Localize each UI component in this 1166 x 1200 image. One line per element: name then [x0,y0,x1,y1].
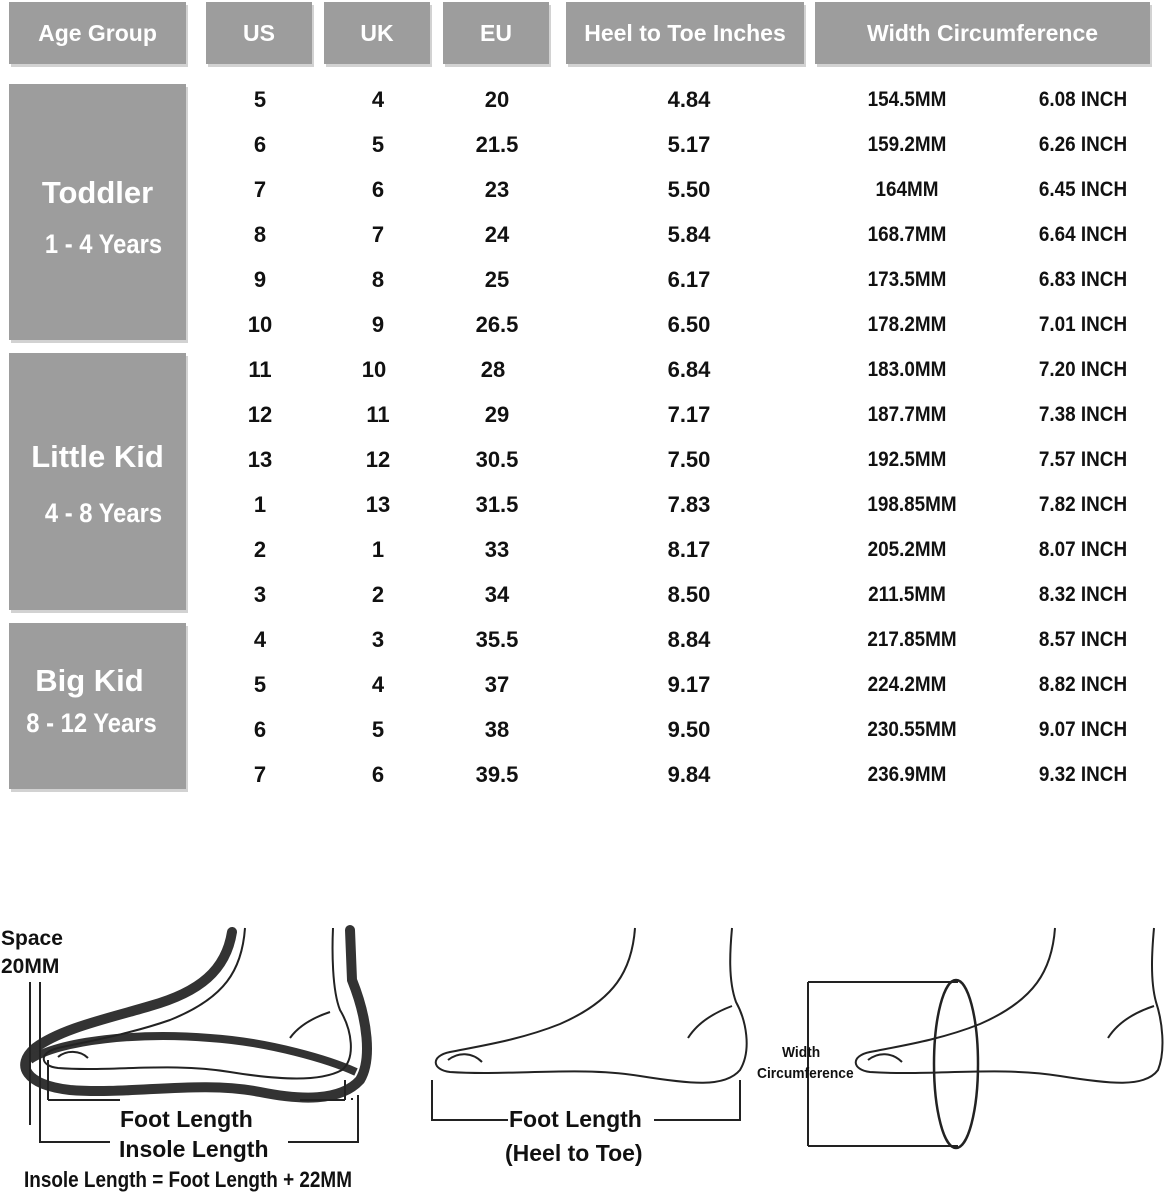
cell-uk: 5 [371,132,385,157]
cell-us: 2 [253,537,267,562]
cell-uk: 11 [366,402,390,427]
foot-length-label-2: Foot Length [509,1106,642,1132]
cell-inch: 6.08 INCH [1038,88,1128,111]
cell-inch: 9.32 INCH [1038,763,1128,786]
cell-eu: 38 [484,717,510,742]
cell-eu: 30.5 [475,447,519,472]
cell-us: 7 [253,177,267,202]
cell-us: 8 [253,222,267,247]
cell-uk: 2 [371,582,385,607]
cell-inches: 5.17 [667,132,711,157]
cell-mm: 224.2MM [867,673,947,696]
cell-eu: 21.5 [475,132,519,157]
insole-outline [25,930,367,1098]
cell-inch: 8.32 INCH [1038,583,1128,606]
group-name: Big Kid [35,663,144,698]
foot-length-label: Foot Length [120,1106,253,1132]
foot-outline [856,928,1163,1083]
cell-mm: 198.85MM [867,493,957,516]
cell-us: 13 [247,447,273,472]
cell-us: 5 [253,672,267,697]
group-little-kid [9,353,186,610]
cell-eu: 28 [480,357,506,382]
cell-mm: 178.2MM [867,313,947,336]
cell-inch: 7.38 INCH [1038,403,1128,426]
header-width-circumference: Width Circumference [815,2,1150,64]
cell-inches: 8.50 [667,582,711,607]
cell-uk: 6 [371,762,385,787]
cell-uk: 12 [365,447,391,472]
formula-label: Insole Length = Foot Length + 22MM [24,1167,352,1192]
cell-inches: 9.84 [667,762,711,787]
heel-to-toe-label: (Heel to Toe) [505,1140,643,1166]
cell-uk: 4 [371,672,385,697]
foot-outline [436,928,747,1083]
cell-mm: 230.55MM [867,718,957,741]
cell-eu: 23 [484,177,510,202]
cell-eu: 35.5 [475,627,519,652]
cell-us: 11 [248,357,272,382]
cell-inches: 7.17 [667,402,711,427]
cell-uk: 6 [371,177,385,202]
cell-mm: 154.5MM [867,88,947,111]
header-eu: EU [443,2,549,64]
cell-mm: 173.5MM [867,268,947,291]
insole-length-label: Insole Length [119,1136,269,1162]
cell-uk: 9 [371,312,385,337]
group-name: Little Kid [31,439,164,474]
cell-uk: 7 [371,222,385,247]
width-label-2: Circumference [757,1065,854,1082]
cell-us: 4 [253,627,267,652]
cell-inch: 6.64 INCH [1038,223,1128,246]
cell-inches: 5.50 [667,177,711,202]
cell-us: 6 [253,132,267,157]
width-label-1: Width [782,1044,821,1061]
cell-inch: 8.82 INCH [1038,673,1128,696]
cell-eu: 37 [484,672,510,697]
cell-inches: 5.84 [667,222,711,247]
cell-eu: 29 [484,402,510,427]
cell-inch: 9.07 INCH [1038,718,1128,741]
cell-inches: 6.17 [667,267,711,292]
header-heel-to-toe: Heel to Toe Inches [566,2,804,64]
cell-inches: 8.17 [667,537,711,562]
cell-eu: 31.5 [475,492,519,517]
cell-eu: 33 [484,537,510,562]
header-uk: UK [324,2,430,64]
cell-us: 6 [253,717,267,742]
cell-inches: 8.84 [667,627,711,652]
cell-uk: 1 [371,537,385,562]
header-us: US [206,2,312,64]
width-diagram [780,920,1166,1200]
cell-us: 1 [253,492,267,517]
cell-uk: 8 [371,267,385,292]
width-ring [934,980,978,1148]
cell-mm: 187.7MM [867,403,947,426]
cell-uk: 4 [371,87,385,112]
cell-us: 5 [253,87,267,112]
cell-uk: 10 [361,357,387,382]
cell-uk: 5 [371,717,385,742]
group-age: 1 - 4 Years [44,229,163,259]
cell-eu: 25 [484,267,510,292]
cell-inch: 7.82 INCH [1038,493,1128,516]
cell-inches: 6.50 [667,312,711,337]
cell-mm: 192.5MM [867,448,947,471]
cell-us: 3 [253,582,267,607]
cell-mm: 217.85MM [867,628,957,651]
cell-eu: 39.5 [475,762,519,787]
cell-mm: 183.0MM [867,358,947,381]
cell-inches: 4.84 [667,87,711,112]
cell-inch: 7.20 INCH [1038,358,1128,381]
space-value: 20MM [1,955,60,978]
cell-inches: 9.17 [667,672,711,697]
cell-mm: 205.2MM [867,538,947,561]
cell-uk: 3 [371,627,385,652]
space-label: Space [1,927,63,950]
cell-us: 12 [247,402,273,427]
cell-mm: 164MM [875,178,939,201]
cell-inches: 6.84 [667,357,711,382]
cell-uk: 13 [365,492,391,517]
cell-inches: 7.50 [667,447,711,472]
cell-inch: 6.45 INCH [1038,178,1128,201]
cell-us: 7 [253,762,267,787]
cell-inch: 8.57 INCH [1038,628,1128,651]
cell-inch: 7.01 INCH [1038,313,1128,336]
cell-us: 10 [247,312,273,337]
group-toddler [9,84,186,340]
cell-eu: 34 [484,582,510,607]
cell-eu: 24 [484,222,510,247]
group-big-kid [9,623,186,789]
cell-inch: 7.57 INCH [1038,448,1128,471]
cell-inches: 9.50 [667,717,711,742]
cell-mm: 236.9MM [867,763,947,786]
cell-mm: 168.7MM [867,223,947,246]
header-age-group: Age Group [9,2,186,64]
group-age: 4 - 8 Years [44,498,163,528]
cell-eu: 26.5 [475,312,519,337]
cell-mm: 159.2MM [867,133,947,156]
cell-us: 9 [253,267,267,292]
cell-inch: 8.07 INCH [1038,538,1128,561]
cell-inches: 7.83 [667,492,711,517]
group-age: 8 - 12 Years [26,708,157,738]
cell-eu: 20 [484,87,510,112]
cell-inch: 6.26 INCH [1038,133,1128,156]
cell-inch: 6.83 INCH [1038,268,1128,291]
insole-sole [30,1036,356,1072]
group-name: Toddler [41,175,154,210]
cell-mm: 211.5MM [868,583,946,606]
